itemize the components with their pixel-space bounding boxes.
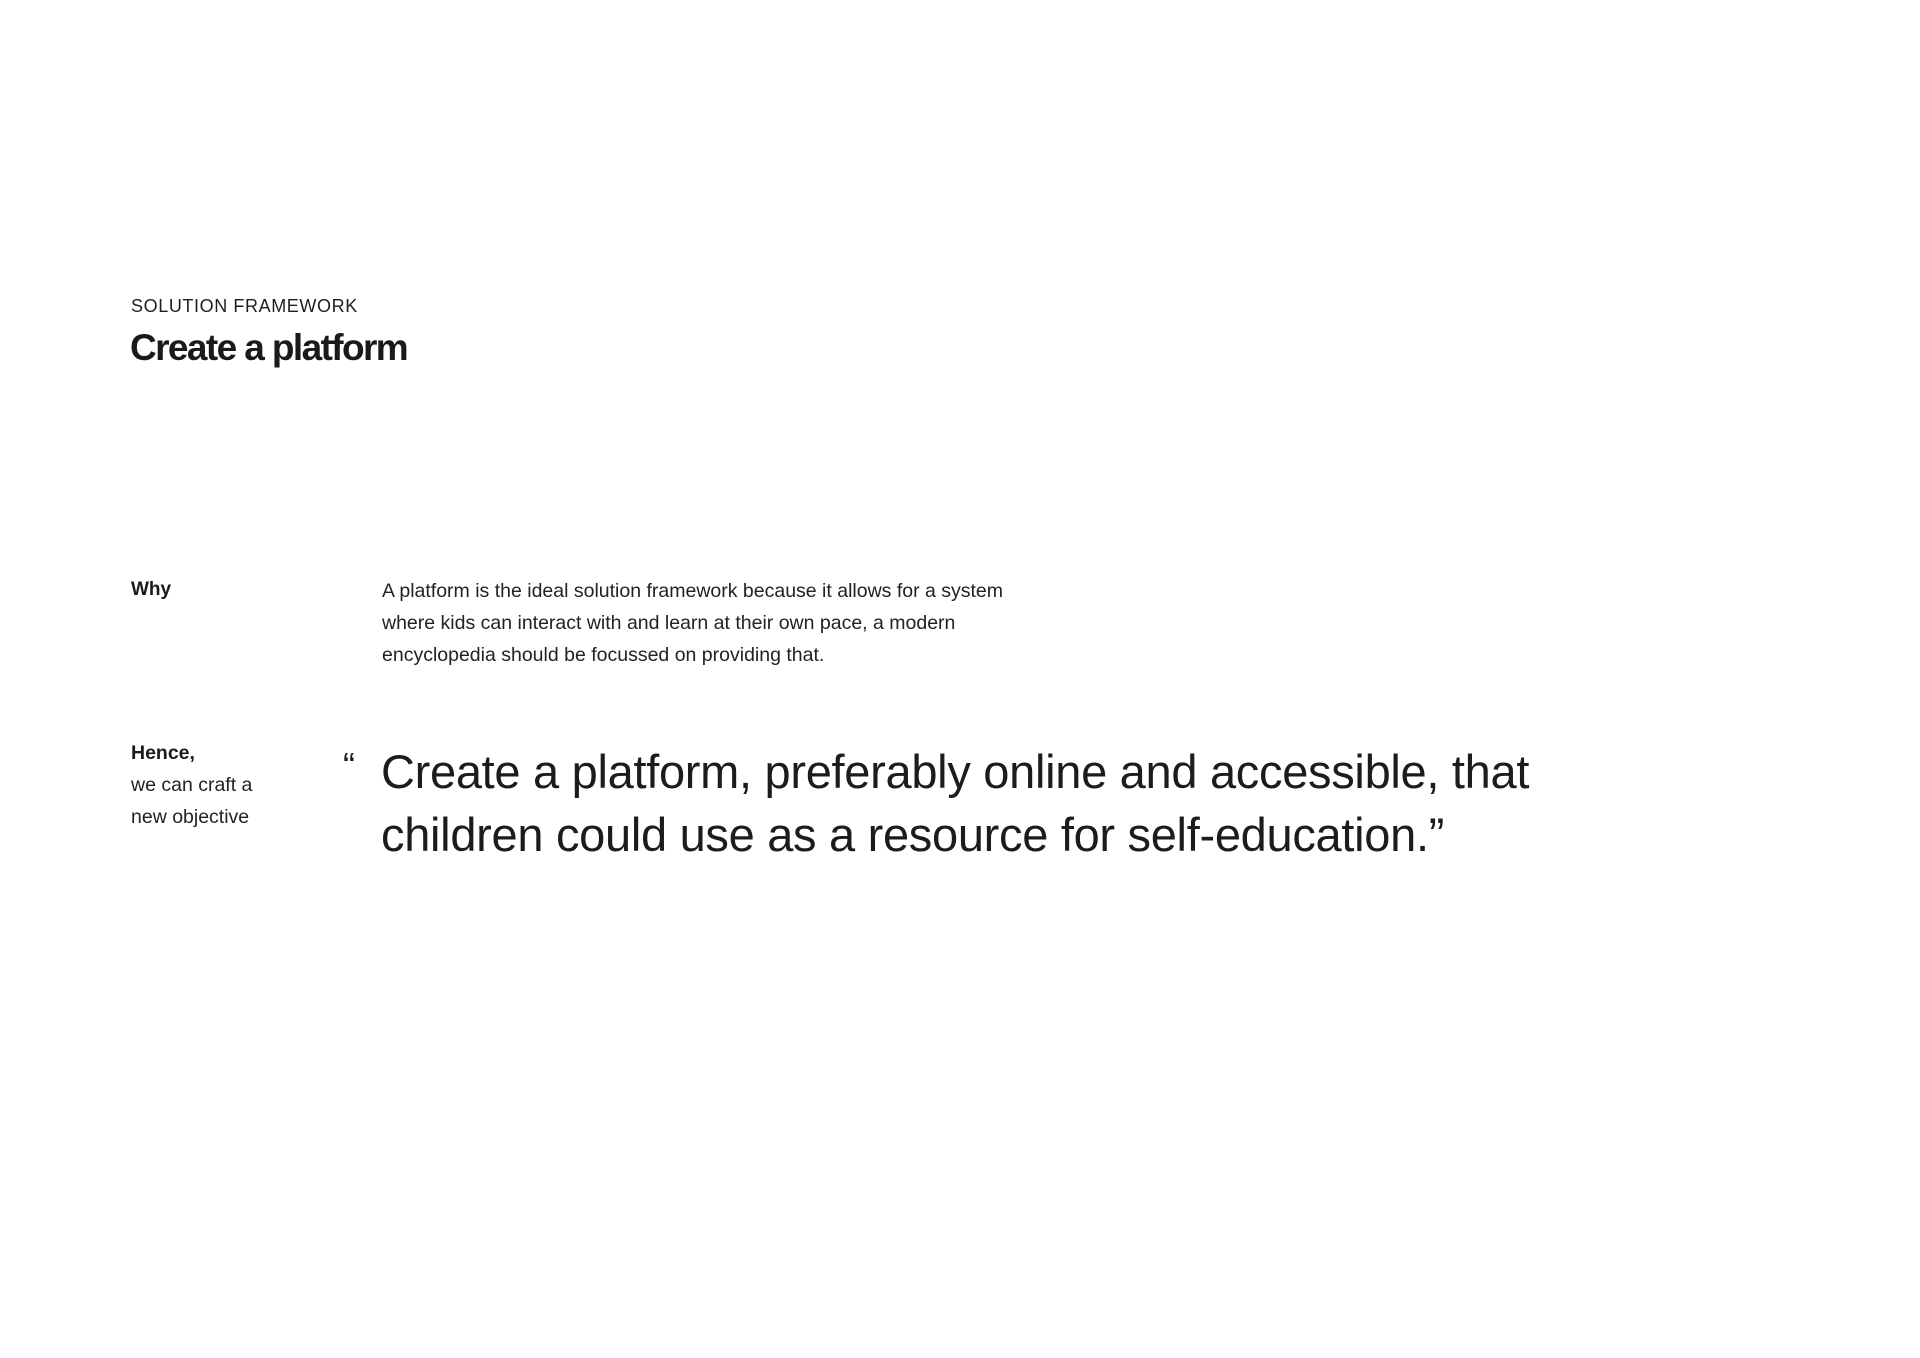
objective-label-line-1: we can craft a xyxy=(131,774,253,796)
open-quote-mark: “ xyxy=(343,745,355,786)
objective-label xyxy=(131,737,331,833)
objective-label-heading: Hence, xyxy=(131,742,195,764)
objective-quote: Create a platform, preferably online and accessible, that children could use as a resource for self-education.” xyxy=(381,745,1530,861)
objective-label-line-2: new objective xyxy=(131,806,250,828)
section-eyebrow: SOLUTION FRAMEWORK xyxy=(131,296,358,316)
why-description: A platform is the ideal solution framework because it allows for a system where kids can interact with and learn at their own pace, a modern encyclopedia should be focussed on providing that. xyxy=(382,580,1004,666)
why-label: Why xyxy=(131,579,172,600)
page-title: Create a platform xyxy=(130,327,408,368)
